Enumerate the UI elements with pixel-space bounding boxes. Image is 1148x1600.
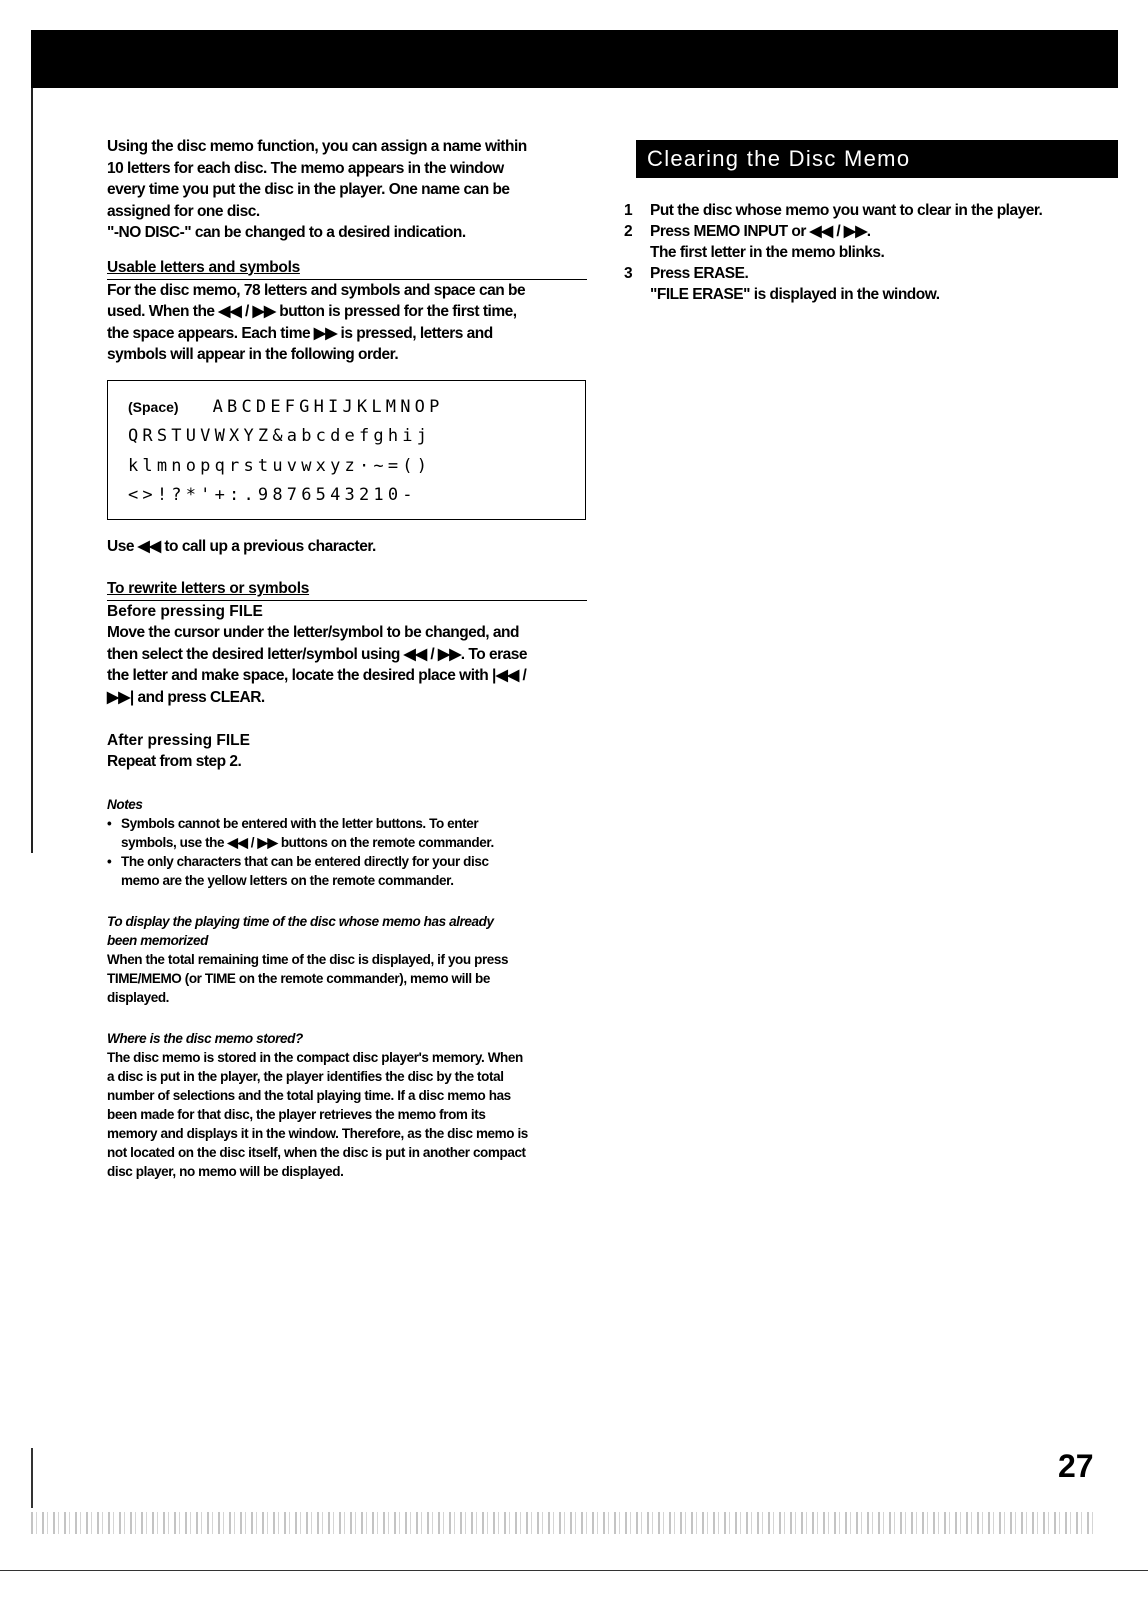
intro-line: "-NO DISC-" can be changed to a desired indication.	[107, 224, 466, 241]
display-time-heading-line: been memorized	[107, 932, 208, 948]
step-number: 1	[624, 202, 633, 219]
note-line: • The only characters that can be entered directly for your disc	[121, 853, 489, 869]
step-item	[624, 200, 1116, 221]
usable-paragraph	[107, 280, 587, 366]
previous-character-note: Use ◀◀ to call up a previous character.	[107, 537, 376, 555]
bottom-rule	[0, 1570, 1148, 1571]
usable-heading: Usable letters and symbols	[107, 258, 587, 280]
before-line: ▶▶| and press CLEAR.	[107, 688, 265, 706]
stored-line: a disc is put in the player, the player identifies the disc by the total	[107, 1068, 504, 1084]
usable-line: For the disc memo, 78 letters and symbols and space can be	[107, 281, 526, 299]
display-time-line: TIME/MEMO (or TIME on the remote commander), memo will be	[107, 970, 490, 986]
character-row: QRSTUVWXYZ&abcdefghij	[128, 426, 432, 446]
intro-paragraph	[107, 136, 587, 244]
step-item	[624, 263, 1116, 305]
display-time-heading	[107, 912, 587, 950]
notes-list	[107, 814, 587, 890]
character-row	[128, 393, 575, 423]
step-item	[624, 221, 1116, 263]
step-number: 3	[624, 265, 633, 282]
intro-line: 10 letters for each disc. The memo appears in the window	[107, 159, 504, 177]
step-number: 2	[624, 223, 633, 240]
character-row: klmnopqrstuvwxyz·~=()	[128, 455, 432, 476]
left-column	[107, 136, 587, 1181]
display-time-line: When the total remaining time of the disc is displayed, if you press	[107, 951, 509, 967]
note-line: memo are the yellow letters on the remote commander.	[121, 872, 454, 888]
character-row: <>!?*'+:.9876543210-	[128, 485, 417, 505]
stored-line: not located on the disc itself, when the disc is put in another compact	[107, 1144, 526, 1160]
before-line: the letter and make space, locate the desired place with |◀◀ /	[107, 667, 527, 684]
stored-line: disc player, no memo will be displayed.	[107, 1163, 344, 1179]
clearing-title: Clearing the Disc Memo	[636, 140, 1118, 178]
before-file-paragraph	[107, 622, 587, 708]
margin-rule	[31, 88, 33, 853]
clearing-steps	[624, 200, 1116, 305]
after-file-heading: After pressing FILE	[107, 732, 250, 749]
before-line: Move the cursor under the letter/symbol to be changed, and	[107, 624, 519, 641]
notes-heading: Notes	[107, 796, 143, 812]
usable-line: the space appears. Each time ▶▶ is pressed, letters and	[107, 324, 493, 342]
intro-line: every time you put the disc in the player. One name can be	[107, 181, 510, 198]
character-table	[107, 380, 586, 520]
note-item	[107, 852, 587, 890]
before-line: then select the desired letter/symbol using ◀◀ / ▶▶. To erase	[107, 645, 528, 663]
note-item	[107, 814, 587, 852]
stored-heading: Where is the disc memo stored?	[107, 1030, 303, 1046]
stored-line: The disc memo is stored in the compact disc player's memory. When	[107, 1049, 523, 1065]
scan-noise	[31, 1512, 1096, 1534]
stored-line: memory and displays it in the window. Therefore, as the disc memo is	[107, 1125, 528, 1141]
step-text: Press ERASE.	[650, 265, 749, 282]
display-time-heading-line: To display the playing time of the disc whose memo has already	[107, 913, 494, 929]
step-subtext: "FILE ERASE" is displayed in the window.	[650, 286, 940, 303]
after-file-text: Repeat from step 2.	[107, 753, 242, 770]
header-bar	[31, 30, 1118, 88]
usable-line: used. When the ◀◀ / ▶▶ button is pressed for the first time,	[107, 303, 517, 320]
display-time-line: displayed.	[107, 989, 170, 1005]
stored-paragraph	[107, 1048, 587, 1181]
step-text: Put the disc whose memo you want to clear in the player.	[650, 202, 1043, 219]
stored-line: number of selections and the total playing time. If a disc memo has	[107, 1087, 511, 1103]
character-row-text: ABCDEFGHIJKLMNOP	[212, 396, 444, 417]
step-subtext: The first letter in the memo blinks.	[650, 244, 885, 261]
rewrite-heading: To rewrite letters or symbols	[107, 579, 587, 601]
note-line: symbols, use the ◀◀ / ▶▶ buttons on the remote commander.	[121, 834, 494, 850]
usable-line: symbols will appear in the following order.	[107, 346, 399, 363]
step-text: Press MEMO INPUT or ◀◀ / ▶▶.	[650, 223, 871, 240]
space-label: (Space)	[128, 398, 179, 415]
note-line: • Symbols cannot be entered with the letter buttons. To enter	[121, 815, 479, 831]
page-number: 27	[1058, 1448, 1094, 1484]
stored-line: been made for that disc, the player retrieves the memo from its	[107, 1106, 486, 1122]
display-time-paragraph	[107, 950, 587, 1007]
before-file-heading: Before pressing FILE	[107, 603, 263, 620]
margin-rule-lower	[31, 1448, 33, 1508]
intro-line: Using the disc memo function, you can assign a name within	[107, 138, 527, 155]
right-column	[624, 140, 1116, 305]
intro-line: assigned for one disc.	[107, 202, 260, 220]
